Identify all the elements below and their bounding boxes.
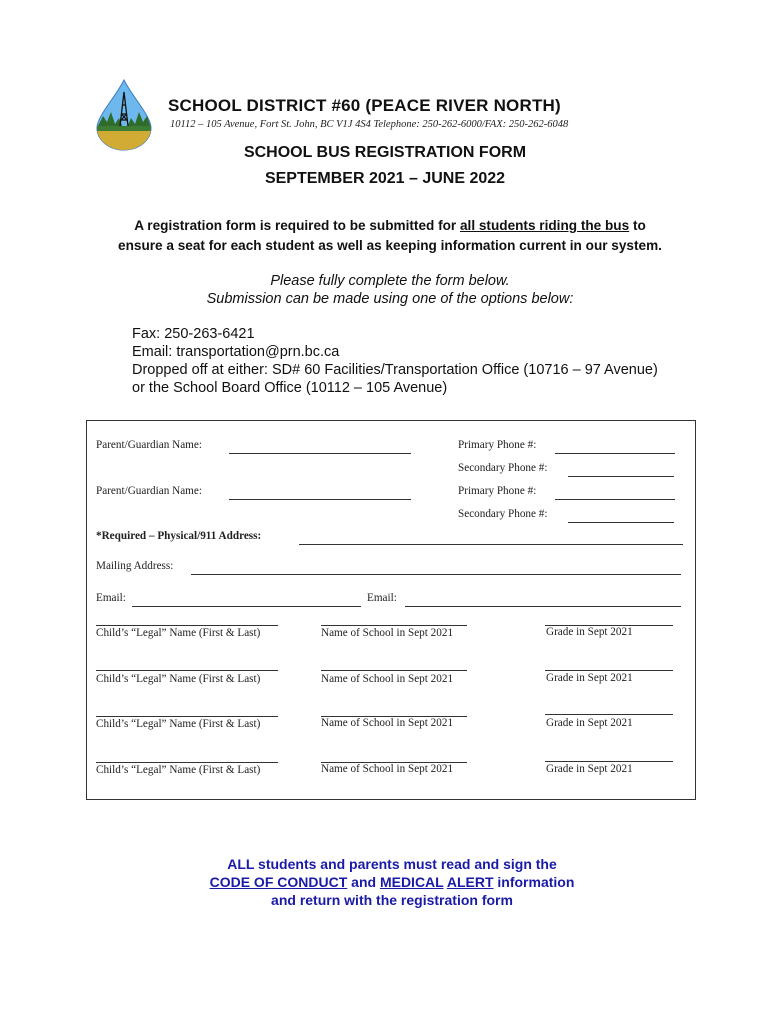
child-1-school-label: Name of School in Sept 2021 xyxy=(321,627,454,639)
intro-emphasis: all students riding the bus xyxy=(459,218,630,233)
child-2-grade-label: Grade in Sept 2021 xyxy=(546,672,633,684)
child-4-name-label: Child’s “Legal” Name (First & Last) xyxy=(96,764,261,776)
email-1-field[interactable] xyxy=(132,606,361,607)
parent-2-name-field[interactable] xyxy=(229,499,411,500)
parent-2-label: Parent/Guardian Name: xyxy=(96,485,202,497)
child-4-grade-label: Grade in Sept 2021 xyxy=(546,763,633,775)
fax-option: Fax: 250-263-6421 xyxy=(132,326,255,342)
email-option: Email: transportation@prn.bc.ca xyxy=(132,344,340,360)
child-2-name-field[interactable] xyxy=(96,670,278,671)
child-1-grade-label: Grade in Sept 2021 xyxy=(546,626,633,638)
footer-line-1: ALL students and parents must read and sign the xyxy=(227,856,557,872)
parent-1-primary-phone-label: Primary Phone #: xyxy=(458,439,537,451)
physical-address-field[interactable] xyxy=(299,544,683,545)
parent-2-primary-phone-label: Primary Phone #: xyxy=(458,485,537,497)
footer-and: and xyxy=(347,874,380,890)
child-1-name-field[interactable] xyxy=(96,625,278,626)
intro-text-end: to xyxy=(629,218,646,233)
dropoff-option: Dropped off at either: SD# 60 Facilities/Transportation Office (10716 – 97 Avenue) xyxy=(132,362,658,378)
code-of-conduct-link[interactable]: CODE OF CONDUCT xyxy=(209,874,348,890)
footer-information: information xyxy=(493,874,575,890)
mailing-address-label: Mailing Address: xyxy=(96,560,174,572)
district-logo-icon xyxy=(93,78,155,152)
email-2-label: Email: xyxy=(367,592,397,604)
child-2-grade-field[interactable] xyxy=(545,670,673,671)
parent-2-secondary-phone-field[interactable] xyxy=(568,522,674,523)
intro-line-1 xyxy=(0,216,770,236)
parent-2-primary-phone-field[interactable] xyxy=(555,499,675,500)
district-address: 10112 – 105 Avenue, Fort St. John, BC V1J 4S4 Telephone: 250-262-6000/FAX: 250-262-6048 xyxy=(170,119,569,130)
physical-address-label: *Required – Physical/911 Address: xyxy=(96,530,262,542)
child-4-name-field[interactable] xyxy=(96,762,278,763)
form-title: SCHOOL BUS REGISTRATION FORM xyxy=(243,144,527,161)
child-2-name-label: Child’s “Legal” Name (First & Last) xyxy=(96,673,261,685)
email-2-field[interactable] xyxy=(405,606,681,607)
child-3-name-field[interactable] xyxy=(96,716,278,717)
parent-1-secondary-phone-label: Secondary Phone #: xyxy=(458,462,548,474)
dropoff-option-cont: or the School Board Office (10112 – 105 Avenue) xyxy=(132,380,448,396)
parent-1-name-field[interactable] xyxy=(229,453,411,454)
parent-1-secondary-phone-field[interactable] xyxy=(568,476,674,477)
form-period: SEPTEMBER 2021 – JUNE 2022 xyxy=(264,170,506,187)
instructions-line-1: Please fully complete the form below. xyxy=(270,273,510,289)
intro-line-2: ensure a seat for each student as well as keeping information current in our system. xyxy=(118,238,662,253)
footer-line-3: and return with the registration form xyxy=(271,892,513,908)
child-1-name-label: Child’s “Legal” Name (First & Last) xyxy=(96,627,261,639)
child-4-school-label: Name of School in Sept 2021 xyxy=(321,763,454,775)
alert-link[interactable]: ALERT xyxy=(446,874,494,890)
child-3-name-label: Child’s “Legal” Name (First & Last) xyxy=(96,718,261,730)
instructions-line-2: Submission can be made using one of the options below: xyxy=(206,291,574,307)
email-1-label: Email: xyxy=(96,592,126,604)
child-2-school-label: Name of School in Sept 2021 xyxy=(321,673,454,685)
child-3-school-label: Name of School in Sept 2021 xyxy=(321,717,454,729)
parent-1-primary-phone-field[interactable] xyxy=(555,453,675,454)
parent-1-label: Parent/Guardian Name: xyxy=(96,439,202,451)
intro-text: A registration form is required to be submitted for xyxy=(134,218,460,233)
district-name: SCHOOL DISTRICT #60 (PEACE RIVER NORTH) xyxy=(168,96,561,115)
child-2-school-field[interactable] xyxy=(321,670,467,671)
medical-link[interactable]: MEDICAL xyxy=(379,874,444,890)
child-4-grade-field[interactable] xyxy=(545,761,673,762)
parent-2-secondary-phone-label: Secondary Phone #: xyxy=(458,508,548,520)
mailing-address-field[interactable] xyxy=(191,574,681,575)
footer-line-2 xyxy=(0,873,770,891)
child-1-school-field[interactable] xyxy=(321,625,467,626)
registration-form xyxy=(86,420,696,800)
child-3-grade-field[interactable] xyxy=(545,714,673,715)
child-3-grade-label: Grade in Sept 2021 xyxy=(546,717,633,729)
